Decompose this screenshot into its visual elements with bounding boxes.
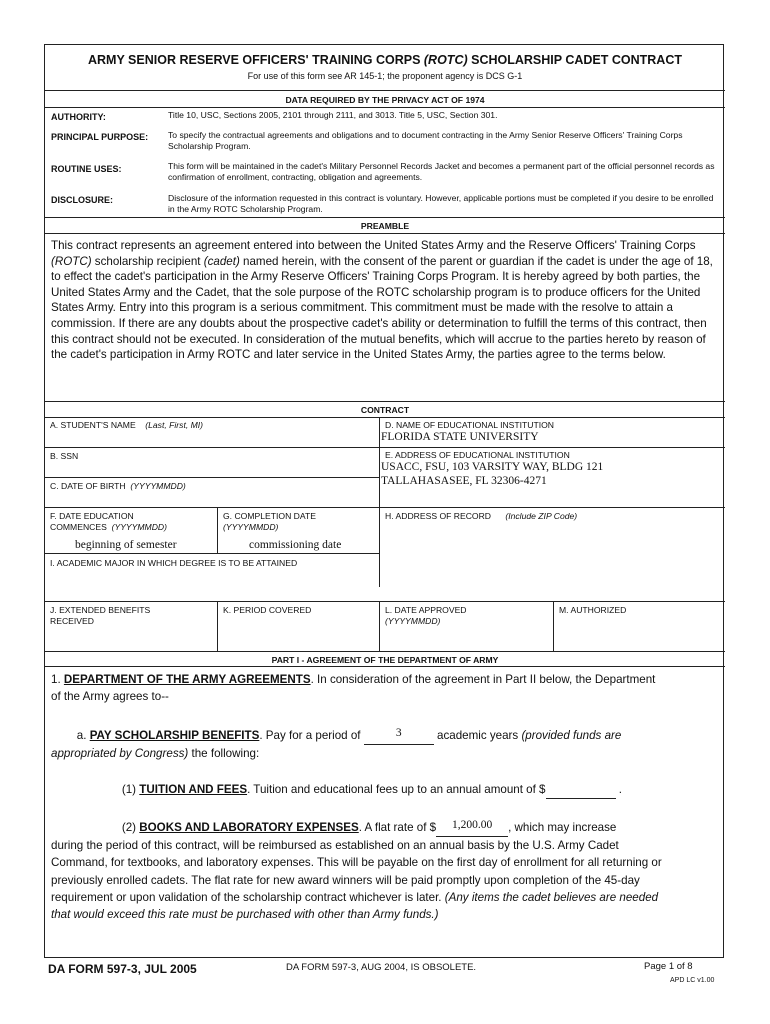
date-education-commences-value[interactable]: beginning of semester [75, 539, 177, 551]
principal-purpose-text: To specify the contractual agreements and obligations and to document contracting in the Army Senior Reserve Officers' Training Corps Scholarship Program. [168, 130, 683, 151]
divider [379, 417, 380, 587]
form-id: DA FORM 597-3, JUL 2005 [48, 962, 197, 976]
pay-scholarship-paragraph: a. PAY SCHOLARSHIP BENEFITS. Pay for a period of 3 academic years (provided funds are appropriated by Congress) the following: [51, 727, 622, 761]
date-approved-field[interactable]: L. DATE APPROVED (YYYYMMDD) [385, 605, 467, 626]
tuition-amount-field[interactable] [546, 781, 616, 799]
divider [45, 107, 725, 108]
principal-purpose-label: PRINCIPAL PURPOSE: [51, 132, 149, 142]
divider [45, 553, 379, 554]
date-of-birth-field[interactable]: C. DATE OF BIRTH (YYYYMMDD) [50, 481, 186, 491]
divider [45, 217, 725, 218]
extended-benefits-field[interactable]: J. EXTENDED BENEFITS RECEIVED [50, 605, 151, 626]
part1-header: PART I - AGREEMENT OF THE DEPARTMENT OF ARMY [271, 655, 499, 665]
academic-years-field[interactable]: 3 [364, 727, 434, 745]
completion-date-value[interactable]: commissioning date [249, 539, 342, 551]
divider [45, 233, 725, 234]
routine-uses-text: This form will be maintained in the cadet's Military Personnel Records Jacket and becomes a permanent part of the official personnel records as confirmation of enrollment, contracting, obligation and agreements. [168, 161, 715, 182]
institution-address-label: E. ADDRESS OF EDUCATIONAL INSTITUTION [385, 450, 570, 460]
divider [45, 417, 725, 418]
divider [45, 507, 725, 508]
date-education-commences-label: F. DATE EDUCATION COMMENCES (YYYYMMDD) [50, 511, 167, 532]
tuition-fees-paragraph: (1) TUITION AND FEES. Tuition and educational fees up to an annual amount of $ . [51, 781, 719, 799]
form-frame [44, 44, 724, 958]
version-label: APD LC v1.00 [670, 977, 715, 984]
divider [217, 601, 218, 651]
divider [45, 90, 725, 91]
divider [217, 507, 218, 553]
academic-major-field[interactable]: I. ACADEMIC MAJOR IN WHICH DEGREE IS TO BE ATTAINED [50, 558, 298, 568]
obsolete-notice: DA FORM 597-3, AUG 2004, IS OBSOLETE. [286, 962, 477, 973]
form-subtitle: For use of this form see AR 145-1; the proponent agency is DCS G-1 [247, 71, 523, 81]
divider [45, 651, 725, 652]
divider [553, 601, 554, 651]
authorized-field[interactable]: M. AUTHORIZED [559, 605, 627, 615]
divider [45, 601, 725, 602]
disclosure-label: DISCLOSURE: [51, 195, 114, 205]
divider [379, 601, 380, 651]
disclosure-text: Disclosure of the information requested in this contract is voluntary. However, applicable portions must be completed if you desire to be enrolled in the Army ROTC Scholarship Program. [168, 193, 714, 214]
institution-address-line2[interactable]: TALLAHASASEE, FL 32306-4271 [381, 475, 547, 487]
address-of-record-field[interactable]: H. ADDRESS OF RECORD (Include ZIP Code) [385, 511, 578, 521]
divider [45, 666, 725, 667]
student-name-field[interactable]: A. STUDENT'S NAME (Last, First, MI) [50, 420, 204, 430]
preamble-header: PREAMBLE [360, 221, 410, 231]
form-title: ARMY SENIOR RESERVE OFFICERS' TRAINING CORPS (ROTC) SCHOLARSHIP CADET CONTRACT [88, 53, 682, 67]
ssn-field[interactable]: B. SSN [50, 451, 79, 461]
divider [45, 477, 379, 478]
institution-address-line1[interactable]: USACC, FSU, 103 VARSITY WAY, BLDG 121 [381, 461, 604, 473]
institution-name-value[interactable]: FLORIDA STATE UNIVERSITY [381, 431, 539, 443]
divider [45, 447, 725, 448]
page-number: Page 1 of 8 [644, 961, 693, 972]
authority-text: Title 10, USC, Sections 2005, 2101 through 2111, and 3013. Title 5, USC, Section 301. [168, 110, 498, 120]
books-rate-field[interactable]: 1,200.00 [436, 819, 508, 837]
routine-uses-label: ROUTINE USES: [51, 164, 122, 174]
preamble-text: This contract represents an agreement entered into between the United States Army and the Reserve Officers' Training Corps (ROTC) scholarship recipient (cadet) named herein, with the consent of the parent or guardian if the cadet is under the age of 18, to effect the cadet's participation in the Army Reserve Officers' Training Corps Program. It is hereby agreed by both parties, the United States Army and the Cadet, that the sole purpose of the ROTC scholarship program is to produce officers for the United States Army. Entry into this program is a serious commitment. This commitment must be made with the resolve to attain a commission. If there are any doubts about the prospective cadet's ability or determination to fulfill the terms of this contract, then this contract should not be executed. In consideration of the mutual benefits, which will accrue to the parties hereto by reason of the cadet's participation in Army ROTC and later service in the United States Army, the parties agree to the terms below. [51, 239, 713, 362]
completion-date-label: G. COMPLETION DATE (YYYYMMDD) [223, 511, 316, 532]
books-lab-paragraph: (2) BOOKS AND LABORATORY EXPENSES. A flat rate of $ 1,200.00 , which may increase during the period of this contract, will be reimbursed as established on an annual basis by the U.S. Army Cadet Command, for textbooks, and laboratory expenses. This will be payable on the first day of enrollment for all returning or previously enrolled cadets. The flat rate for new award winners will be paid promptly upon completion of the 45-day requirement or upon validation of the scholarship contract whichever is later. (Any items the cadet believes are needed that would exceed this rate must be purchased with other than Army funds.) [51, 819, 662, 922]
period-covered-field[interactable]: K. PERIOD COVERED [223, 605, 312, 615]
divider [45, 401, 725, 402]
authority-label: AUTHORITY: [51, 112, 106, 122]
privacy-header: DATA REQUIRED BY THE PRIVACY ACT OF 1974 [285, 95, 485, 105]
contract-header: CONTRACT [360, 405, 410, 415]
institution-name-label: D. NAME OF EDUCATIONAL INSTITUTION [385, 420, 555, 430]
army-agreements-paragraph: 1. DEPARTMENT OF THE ARMY AGREEMENTS. In consideration of the agreement in Part II below, the Department of the Army agrees to-- [51, 673, 656, 704]
